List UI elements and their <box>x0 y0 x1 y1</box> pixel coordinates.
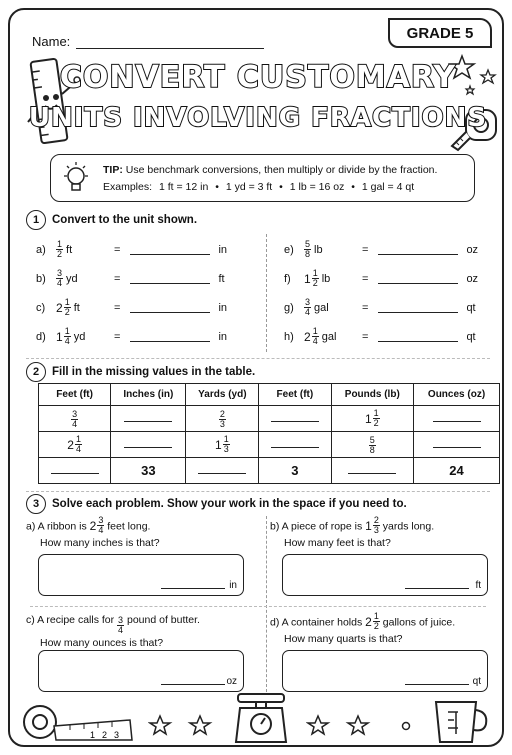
mixed-number <box>304 269 319 288</box>
blank-cell[interactable] <box>414 432 500 458</box>
equals-sign: = <box>362 272 369 285</box>
answer-line[interactable] <box>405 684 469 685</box>
mixed-number <box>56 269 63 288</box>
answer-box[interactable] <box>38 554 244 596</box>
item-unit: lb <box>321 272 331 285</box>
table-header-cell: Inches (in) <box>111 384 186 406</box>
item-label: d) <box>36 330 46 343</box>
problem-question: How many inches is that? <box>40 537 160 549</box>
denominator: 4 <box>118 625 124 635</box>
answer-blank[interactable] <box>271 416 319 422</box>
fraction-cell <box>186 432 259 458</box>
answer-unit: oz <box>226 676 237 687</box>
whole-part: 2 <box>365 614 372 629</box>
fraction <box>64 298 71 317</box>
problem-text: gallons of juice. <box>382 616 456 629</box>
name-row <box>32 34 264 49</box>
answer-blank[interactable] <box>124 416 172 422</box>
denominator: 4 <box>64 336 70 346</box>
mixed-number <box>117 616 124 635</box>
answer-blank[interactable] <box>124 442 172 448</box>
whole-part: 1 <box>56 329 63 344</box>
section-3-heading <box>26 494 407 514</box>
fraction <box>75 435 82 454</box>
answer-unit: qt <box>466 330 476 343</box>
answer-blank[interactable] <box>130 274 210 284</box>
measuring-cup-icon <box>430 698 492 746</box>
problem-statement <box>26 612 256 635</box>
section-title: Fill in the missing values in the table. <box>52 366 256 378</box>
fraction <box>369 436 376 455</box>
answer-blank[interactable] <box>130 245 210 255</box>
table-row <box>39 432 500 458</box>
table-header-cell: Feet (ft) <box>39 384 111 406</box>
mixed-number <box>365 612 380 631</box>
whole-part: 1 <box>304 271 311 286</box>
answer-line[interactable] <box>405 588 469 589</box>
equals-sign: = <box>114 330 121 343</box>
item-label: e) <box>284 243 294 256</box>
problem-statement <box>26 516 256 535</box>
denominator: 8 <box>305 249 311 259</box>
convert-item <box>284 240 478 259</box>
item-unit: yd <box>66 272 78 285</box>
column-divider <box>266 234 267 352</box>
whole-part: 2 <box>89 518 97 533</box>
answer-box[interactable] <box>38 650 244 692</box>
problem-divider <box>30 606 486 607</box>
mixed-number <box>90 516 105 535</box>
numerator: 2 <box>219 409 225 419</box>
denominator: 4 <box>57 278 63 288</box>
fraction <box>373 612 380 631</box>
numerator: 3 <box>305 297 311 307</box>
numerator: 1 <box>64 326 70 336</box>
tip-example: 1 yd = 3 ft <box>225 181 273 193</box>
section-number: 2 <box>26 362 46 382</box>
problem-text: yards long. <box>382 520 435 533</box>
blank-cell[interactable] <box>259 432 331 458</box>
item-expression <box>56 269 114 288</box>
fraction <box>71 410 78 429</box>
mixed-number <box>67 435 82 454</box>
equals-sign: = <box>114 243 121 256</box>
title-line-1: CONVERT CUSTOMARY <box>59 60 457 95</box>
denominator: 3 <box>373 525 379 535</box>
blank-cell[interactable] <box>111 406 186 432</box>
tip-separator: • <box>351 181 355 193</box>
column-divider <box>266 516 267 692</box>
blank-cell[interactable] <box>331 458 414 484</box>
problem-text: b) A piece of rope is <box>270 520 363 533</box>
item-unit: yd <box>73 330 86 343</box>
blank-cell[interactable] <box>39 458 111 484</box>
table-header-cell: Feet (ft) <box>259 384 331 406</box>
mixed-number <box>365 409 380 428</box>
item-expression <box>56 298 114 317</box>
numerator: 3 <box>57 268 63 278</box>
fraction <box>64 327 71 346</box>
item-unit: ft <box>73 301 80 314</box>
numerator: 1 <box>373 408 379 418</box>
numerator: 3 <box>98 515 104 525</box>
word-problem <box>26 612 256 649</box>
tape-number: 3 <box>114 730 120 740</box>
item-label: b) <box>36 272 46 285</box>
convert-item <box>284 327 476 346</box>
mixed-number <box>304 298 311 317</box>
answer-line[interactable] <box>161 588 225 589</box>
table-row <box>39 406 500 432</box>
answer-blank[interactable] <box>271 442 319 448</box>
equals-sign: = <box>362 243 369 256</box>
denominator: 3 <box>219 419 225 429</box>
blank-cell[interactable] <box>414 406 500 432</box>
denominator: 2 <box>373 621 379 631</box>
section-divider <box>26 358 490 359</box>
problem-text: c) A recipe calls for <box>26 614 115 626</box>
answer-box[interactable] <box>282 650 488 692</box>
fraction <box>304 240 311 259</box>
problem-question: How many ounces is that? <box>40 637 164 649</box>
section-title: Solve each problem. Show your work in the space if you need to. <box>52 498 407 510</box>
equals-sign: = <box>114 301 121 314</box>
tip-example: 1 ft = 12 in <box>158 181 209 193</box>
fraction <box>373 409 380 428</box>
whole-part: 2 <box>56 300 63 315</box>
tape-measure-bottom-icon <box>20 700 136 744</box>
mixed-number <box>365 516 380 535</box>
tip-text-row <box>103 162 474 179</box>
numerator: 1 <box>57 239 63 249</box>
item-label: c) <box>36 301 46 314</box>
value-cell: 3 <box>259 458 331 484</box>
mixed-number <box>56 240 63 259</box>
item-unit: gal <box>314 301 329 314</box>
kitchen-scale-icon <box>232 692 290 746</box>
fraction <box>56 269 63 288</box>
section-1-heading <box>26 210 197 230</box>
conversion-table <box>38 383 500 484</box>
convert-item <box>284 298 476 317</box>
fraction <box>312 269 319 288</box>
answer-blank[interactable] <box>378 245 458 255</box>
tip-separator: • <box>279 181 283 193</box>
item-label: h) <box>284 330 294 343</box>
convert-item <box>36 327 227 346</box>
item-label: f) <box>284 272 291 285</box>
fraction <box>373 516 380 535</box>
fraction-cell <box>331 406 414 432</box>
denominator: 4 <box>75 444 81 454</box>
tip-text: Use benchmark conversions, then multiply or divide by the fraction. <box>125 164 438 176</box>
tip-examples <box>103 179 474 196</box>
whole-part: 1 <box>215 437 222 452</box>
problem-question: How many quarts is that? <box>284 633 403 645</box>
mixed-number <box>215 435 230 454</box>
convert-item <box>284 269 478 288</box>
denominator: 8 <box>369 445 375 455</box>
answer-line[interactable] <box>161 684 225 685</box>
answer-blank[interactable] <box>130 332 210 342</box>
item-unit: lb <box>314 243 323 256</box>
table-row <box>39 458 500 484</box>
whole-part: 1 <box>365 518 372 533</box>
item-label: a) <box>36 243 46 256</box>
convert-item <box>36 298 227 317</box>
problem-statement <box>270 612 500 631</box>
answer-blank[interactable] <box>378 332 458 342</box>
mixed-number <box>304 240 311 259</box>
word-problem <box>26 516 256 549</box>
problem-question: How many feet is that? <box>284 537 391 549</box>
answer-blank[interactable] <box>433 416 481 422</box>
numerator: 3 <box>118 615 124 625</box>
answer-unit: oz <box>466 272 479 285</box>
mixed-number <box>56 327 71 346</box>
section-divider <box>26 491 490 492</box>
item-label: g) <box>284 301 294 314</box>
denominator: 2 <box>57 249 63 259</box>
answer-unit: ft <box>218 272 225 285</box>
answer-unit: oz <box>466 243 479 256</box>
convert-item <box>36 269 225 288</box>
section-number: 3 <box>26 494 46 514</box>
mixed-number <box>369 436 376 455</box>
grade-badge: GRADE 5 <box>388 18 492 48</box>
answer-unit: in <box>229 580 237 591</box>
whole-part: 2 <box>67 437 74 452</box>
tip-examples-label: Examples: <box>103 181 153 193</box>
denominator: 4 <box>305 307 311 317</box>
fraction-cell <box>39 406 111 432</box>
answer-unit: in <box>218 301 227 314</box>
fraction-cell <box>186 406 259 432</box>
item-expression <box>56 327 114 346</box>
fraction <box>312 327 319 346</box>
fraction-cell <box>39 432 111 458</box>
whole-part: 2 <box>304 329 311 344</box>
mixed-number <box>56 298 71 317</box>
section-number: 1 <box>26 210 46 230</box>
section-title: Convert to the unit shown. <box>52 214 198 226</box>
name-label: Name: <box>32 34 71 49</box>
item-expression <box>304 269 362 288</box>
tip-separator: • <box>215 181 219 193</box>
answer-blank[interactable] <box>51 468 99 474</box>
fraction <box>219 410 226 429</box>
numerator: 1 <box>223 434 229 444</box>
problem-text: feet long. <box>107 520 151 533</box>
denominator: 2 <box>64 307 70 317</box>
denominator: 2 <box>312 278 318 288</box>
answer-blank[interactable] <box>348 468 396 474</box>
tape-number: 1 <box>90 730 96 740</box>
denominator: 4 <box>98 525 104 535</box>
answer-unit: ft <box>475 580 481 591</box>
word-problem <box>270 612 500 645</box>
blank-cell[interactable] <box>186 458 259 484</box>
answer-unit: qt <box>466 301 476 314</box>
convert-item <box>36 240 227 259</box>
numerator: 5 <box>305 239 311 249</box>
blank-cell[interactable] <box>259 406 331 432</box>
item-expression <box>304 298 362 317</box>
section-2-heading <box>26 362 255 382</box>
problem-text: a) A ribbon is <box>26 520 87 533</box>
tape-number: 2 <box>102 730 108 740</box>
item-expression <box>304 240 362 259</box>
title-line-2: UNITS INVOLVING FRACTIONS <box>28 103 488 133</box>
item-unit: gal <box>321 330 337 343</box>
denominator: 3 <box>223 444 229 454</box>
numerator: 1 <box>75 434 81 444</box>
answer-blank[interactable] <box>198 468 246 474</box>
numerator: 3 <box>72 409 78 419</box>
whole-part: 1 <box>364 411 372 426</box>
denominator: 2 <box>373 418 379 428</box>
answer-blank[interactable] <box>130 303 210 313</box>
denominator: 4 <box>312 336 318 346</box>
table-header-cell: Pounds (lb) <box>331 384 414 406</box>
answer-unit: in <box>218 330 227 343</box>
problem-statement <box>270 516 500 535</box>
tip-example: 1 gal = 4 qt <box>361 181 415 193</box>
blank-cell[interactable] <box>111 432 186 458</box>
numerator: 1 <box>312 268 318 278</box>
problem-text: d) A container holds <box>270 616 363 629</box>
answer-blank[interactable] <box>378 303 458 313</box>
numerator: 1 <box>312 326 318 336</box>
table-header-cell: Yards (yd) <box>186 384 259 406</box>
worksheet <box>8 8 504 747</box>
fraction <box>56 240 63 259</box>
numerator: 5 <box>369 435 375 445</box>
denominator: 4 <box>72 419 78 429</box>
answer-unit: qt <box>472 676 481 687</box>
tip-box <box>50 154 475 202</box>
item-expression <box>56 240 114 259</box>
equals-sign: = <box>114 272 121 285</box>
equals-sign: = <box>362 330 369 343</box>
numerator: 1 <box>373 611 379 621</box>
table-header-row <box>39 384 500 406</box>
fraction <box>304 298 311 317</box>
word-problem <box>270 516 500 549</box>
value-cell: 33 <box>111 458 186 484</box>
equals-sign: = <box>362 301 369 314</box>
fraction <box>117 616 124 635</box>
mixed-number <box>304 327 319 346</box>
mixed-number <box>71 410 78 429</box>
fraction-cell <box>331 432 414 458</box>
stars-bottom-left-icon <box>148 714 218 738</box>
problem-text: pound of butter. <box>126 614 200 626</box>
mixed-number <box>219 410 226 429</box>
tip-label: TIP: <box>103 164 123 176</box>
table-header-cell: Ounces (oz) <box>414 384 500 406</box>
numerator: 2 <box>373 515 379 525</box>
numerator: 1 <box>64 297 70 307</box>
fraction <box>223 435 230 454</box>
lightbulb-icon <box>61 161 91 197</box>
value-cell: 24 <box>414 458 500 484</box>
stars-bottom-right-icon <box>306 714 416 738</box>
fraction <box>97 516 104 535</box>
name-field[interactable] <box>76 36 264 49</box>
answer-box[interactable] <box>282 554 488 596</box>
answer-blank[interactable] <box>433 442 481 448</box>
tip-example: 1 lb = 16 oz <box>289 181 345 193</box>
item-unit: ft <box>66 243 73 256</box>
answer-unit: in <box>218 243 227 256</box>
answer-blank[interactable] <box>378 274 458 284</box>
item-expression <box>304 327 362 346</box>
